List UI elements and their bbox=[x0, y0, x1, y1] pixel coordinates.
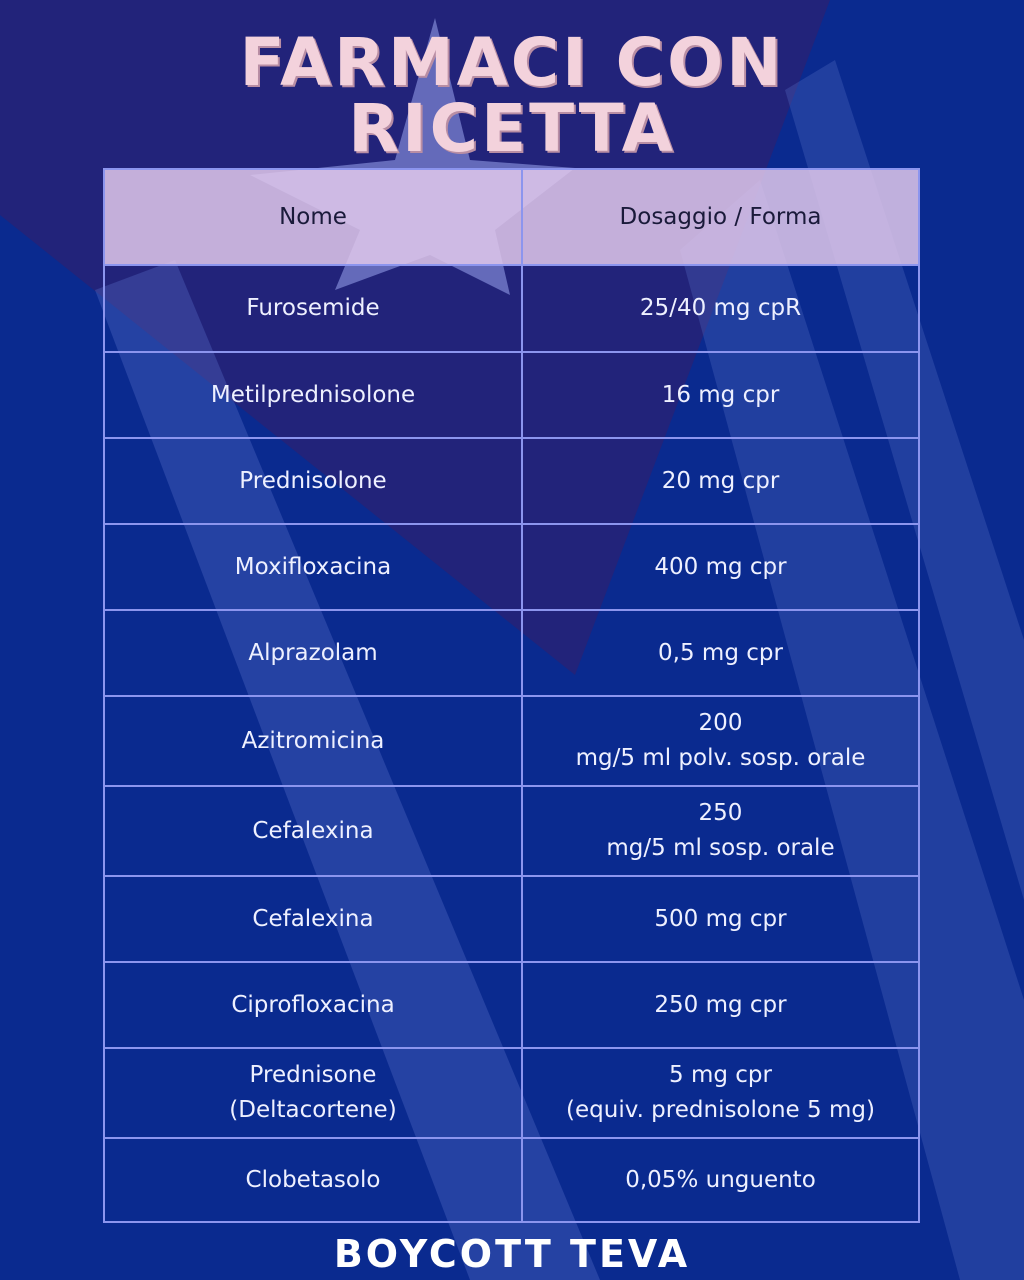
table-row bbox=[105, 1137, 918, 1221]
table-row bbox=[105, 785, 918, 875]
cell-dose: 500 mg cpr bbox=[654, 905, 787, 932]
cell-dose: 400 mg cpr bbox=[654, 553, 787, 580]
table-row bbox=[105, 264, 918, 351]
cell-name: Furosemide bbox=[105, 266, 523, 351]
table-row bbox=[105, 437, 918, 523]
cell-name: Alprazolam bbox=[105, 611, 523, 695]
cell-dose: 16 mg cpr bbox=[661, 381, 780, 408]
cell-dose: 250 mg cpr bbox=[654, 991, 787, 1018]
table-row bbox=[105, 961, 918, 1047]
title-line-2: RICETTA bbox=[348, 90, 676, 167]
cell-name: Prednisolone bbox=[105, 439, 523, 523]
table-header-row bbox=[105, 170, 918, 264]
table-row bbox=[105, 875, 918, 961]
cell-name: Prednisone (Deltacortene) bbox=[105, 1049, 523, 1137]
page-title bbox=[0, 24, 1024, 167]
title-line-1: FARMACI CON bbox=[239, 24, 785, 101]
header-name: Nome bbox=[105, 170, 523, 264]
cell-name: Moxifloxacina bbox=[105, 525, 523, 609]
cell-name: Cefalexina bbox=[105, 787, 523, 875]
cell-name: Metilprednisolone bbox=[105, 353, 523, 437]
cell-dose: 250 mg/5 ml sosp. orale bbox=[606, 800, 835, 861]
cell-name: Clobetasolo bbox=[105, 1139, 523, 1221]
cell-dose: 25/40 mg cpR bbox=[639, 295, 802, 321]
table-row bbox=[105, 351, 918, 437]
cell-dose: 5 mg cpr (equiv. prednisolone 5 mg) bbox=[566, 1062, 875, 1123]
cell-name: Azitromicina bbox=[105, 697, 523, 785]
medication-table bbox=[103, 168, 920, 1223]
cell-dose: 0,5 mg cpr bbox=[658, 639, 783, 666]
table-row bbox=[105, 1047, 918, 1137]
cell-dose: 200 mg/5 ml polv. sosp. orale bbox=[575, 710, 866, 771]
table-row bbox=[105, 695, 918, 785]
cell-dose: 20 mg cpr bbox=[661, 467, 780, 494]
header-dose: Dosaggio / Forma bbox=[619, 203, 822, 230]
cell-dose: 0,05% unguento bbox=[625, 1166, 816, 1193]
cell-name: Cefalexina bbox=[105, 877, 523, 961]
cell-name: Ciprofloxacina bbox=[105, 963, 523, 1047]
table-row bbox=[105, 609, 918, 695]
footer-slogan: BOYCOTT TEVA bbox=[333, 1232, 691, 1276]
table-row bbox=[105, 523, 918, 609]
